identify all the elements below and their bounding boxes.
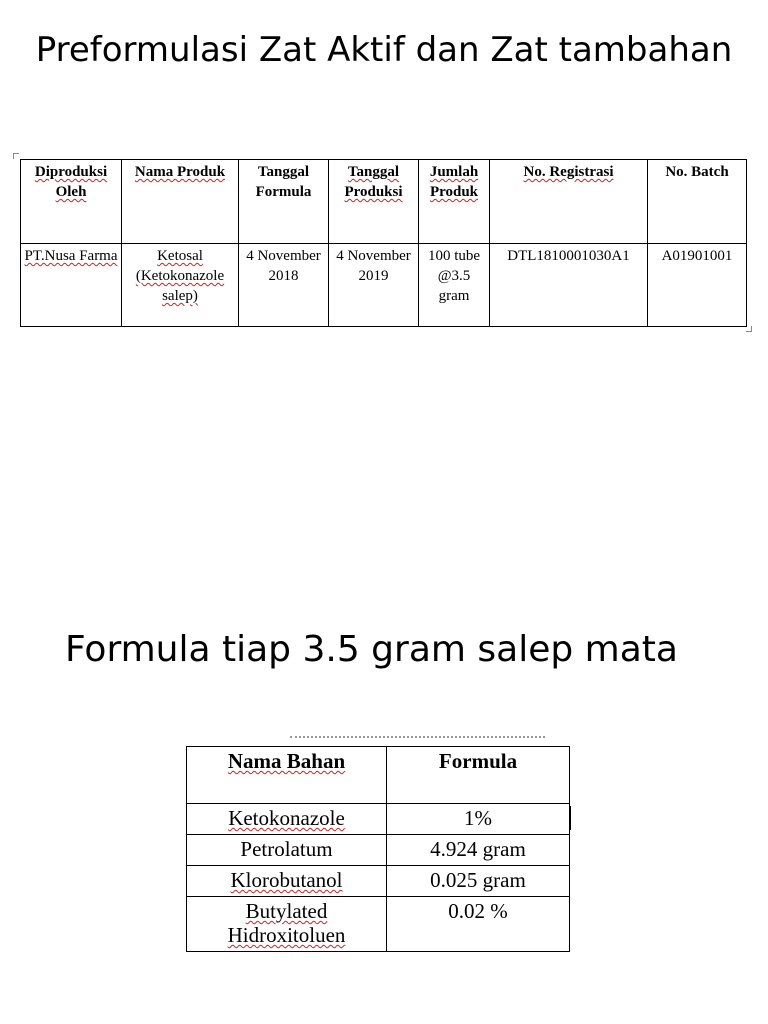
cell-formula: 0.025 gram — [387, 866, 570, 897]
header-no-batch: No. Batch — [648, 160, 747, 244]
header-formula: Formula — [387, 747, 570, 804]
cell-bahan: Ketokonazole — [187, 804, 387, 835]
cell-formula: 1% — [387, 804, 570, 835]
cell-no-batch: A01901001 — [648, 244, 747, 327]
cell-bahan: Petrolatum — [187, 835, 387, 866]
cell-bahan: Butylated Hidroxitoluen — [187, 897, 387, 952]
cell-no-registrasi: DTL1810001030A1 — [490, 244, 648, 327]
page-title: Preformulasi Zat Aktif dan Zat tambahan — [35, 30, 733, 70]
header-diproduksi-oleh: Diproduksi Oleh — [21, 160, 122, 244]
cell-formula: 4.924 gram — [387, 835, 570, 866]
header-tanggal-produksi: Tanggal Produksi — [329, 160, 419, 244]
text-cursor — [569, 806, 571, 830]
table-row — [187, 835, 570, 866]
table-row — [187, 804, 570, 835]
header-nama-bahan: Nama Bahan — [187, 747, 387, 804]
cell-tanggal-formula: 4 November 2018 — [239, 244, 329, 327]
header-jumlah-produk: Jumlah Produk — [419, 160, 490, 244]
table-row — [21, 244, 747, 327]
cell-nama-produk: Ketosal (Ketokonazole salep) — [122, 244, 239, 327]
cell-jumlah-produk: 100 tube @3.5 gram — [419, 244, 490, 327]
table-corner-marker — [13, 153, 19, 159]
dotted-line — [290, 736, 545, 742]
header-no-registrasi: No. Registrasi — [490, 160, 648, 244]
header-tanggal-formula: Tanggal Formula — [239, 160, 329, 244]
formula-table — [186, 746, 570, 952]
header-nama-produk: Nama Produk — [122, 160, 239, 244]
section-title: Formula tiap 3.5 gram salep mata — [65, 629, 678, 670]
table-header-row — [21, 160, 747, 244]
cell-produsen: PT.Nusa Farma — [21, 244, 122, 327]
table-header-row — [187, 747, 570, 804]
table-row — [187, 866, 570, 897]
product-info-table — [20, 159, 747, 327]
cell-bahan: Klorobutanol — [187, 866, 387, 897]
cell-formula: 0.02 % — [387, 897, 570, 952]
cell-tanggal-produksi: 4 November 2019 — [329, 244, 419, 327]
table-row — [187, 897, 570, 952]
